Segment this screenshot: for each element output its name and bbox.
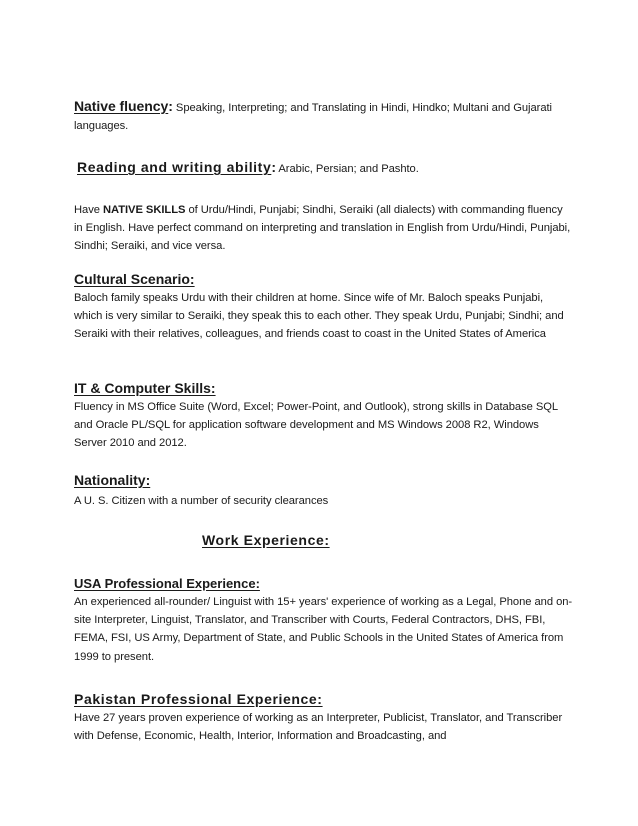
cultural-heading: Cultural Scenario: [74,271,195,287]
usa-experience-text: An experienced all-rounder/ Linguist with 15+ years' experience of working as a Legal, Phone and on-site Interpreter, Linguist, Translator, and Transcriber with Courts, Federal Contractors, DHS, FBI, FEMA, FSI, US Army, Department of State, and Public Schools in the United States of America from 1999 to present. [74,596,573,663]
usa-experience-heading: USA Professional Experience: [74,576,260,591]
native-skills-section [74,201,574,256]
pakistan-experience-text: Have 27 years proven experience of working as an Interpreter, Publicist, Translator, and Transcriber with Defense, Economic, Health, Interior, Information and Broadcasting, and [74,712,563,743]
native-fluency-heading: Native fluency [74,98,169,114]
reading-writing-paragraph [77,158,577,178]
usa-experience-section [74,576,574,666]
nationality-text: A U. S. Citizen with a number of security clearances [74,495,329,507]
native-skills-text: of Urdu/Hindi, Punjabi; Sindhi, Seraiki (all dialects) with commanding fluency in English. Have perfect command on interpreting and translation in English from Urdu/Hindi, Punjabi, Sindhi; Seraiki, and vice versa. [74,204,571,253]
pakistan-experience-heading: Pakistan Professional Experience: [74,691,323,707]
it-skills-text: Fluency in MS Office Suite (Word, Excel; Power-Point, and Outlook), strong skills in Database SQL and Oracle PL/SQL for application software development and MS Windows 2008 R2, Windows Server 2010 and 2012. [74,401,558,450]
reading-writing-heading: Reading and writing ability [77,159,272,175]
cultural-text: Baloch family speaks Urdu with their children at home. Since wife of Mr. Baloch speaks Punjabi, which is very similar to Seraiki, they speak this to each other. They speak Urdu, Punjabi; Sindhi; and Seraiki with their relatives, colleagues, and friends coast to coast in the United States of America [74,292,564,341]
work-experience-section [202,532,502,548]
nationality-heading: Nationality: [74,472,151,488]
native-fluency-section [74,97,574,135]
cultural-section [74,271,574,344]
native-skills-prefix: Have [74,204,103,216]
pakistan-experience-section [74,691,574,745]
it-skills-heading: IT & Computer Skills: [74,380,216,396]
native-fluency-colon: : [168,98,173,114]
native-skills-paragraph [74,201,574,256]
work-experience-heading: Work Experience: [202,532,330,548]
native-fluency-paragraph [74,97,574,135]
native-skills-bold: NATIVE SKILLS [102,204,186,216]
reading-writing-text: Arabic, Persian; and Pashto. [275,163,419,175]
nationality-section [74,472,574,510]
reading-writing-section [77,158,577,178]
it-skills-section [74,380,574,453]
reading-writing-colon: : [271,159,276,175]
native-fluency-text: Speaking, Interpreting; and Translating in Hindi, Hindko; Multani and Gujarati languages. [74,102,552,133]
